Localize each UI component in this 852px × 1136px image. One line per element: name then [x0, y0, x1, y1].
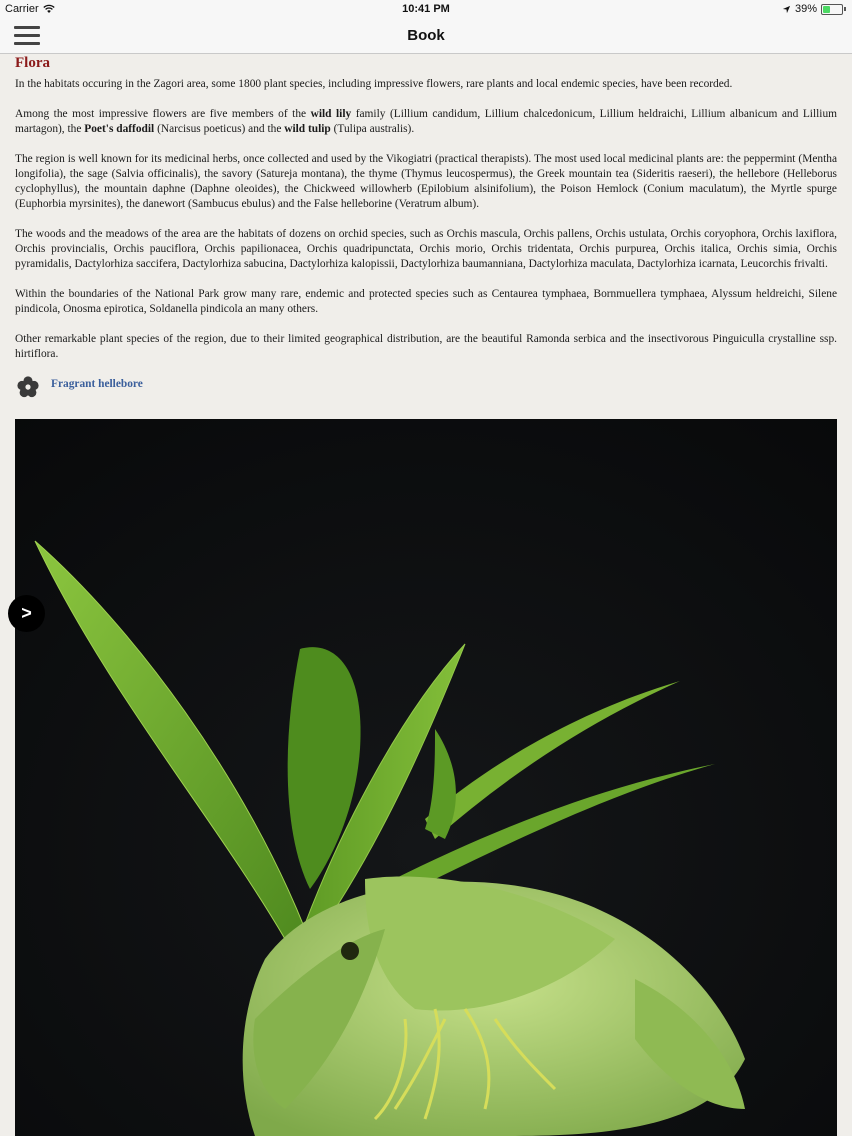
text-span: (Tulipa australis). — [330, 123, 415, 135]
battery-percent: 39% — [794, 3, 817, 15]
bold-poets-daffodil: Poet's daffodil — [84, 123, 155, 135]
text-span: Among the most impressive flowers are five members of the — [15, 108, 311, 120]
location-arrow-icon — [782, 5, 791, 14]
carrier-label: Carrier — [5, 3, 39, 15]
status-time: 10:41 PM — [402, 3, 450, 15]
battery-tip — [844, 7, 846, 11]
page-title: Flora — [15, 55, 50, 71]
flower-icon — [15, 374, 41, 400]
paragraph-flowers — [15, 107, 837, 137]
paragraph-remarkable-species: Other remarkable plant species of the region, due to their limited geographical distribution, are the beautiful Ramonda serbica and the insectivorous Pinguiculla crystalline ssp. hirtiflora. — [15, 333, 837, 360]
nav-bar — [0, 18, 852, 54]
battery-icon — [821, 4, 843, 15]
bold-wild-lily: wild lily — [310, 108, 352, 120]
status-bar — [0, 0, 852, 18]
paragraph-intro: In the habitats occuring in the Zagori area, some 1800 plant species, including impressive flowers, rare plants and local endemic species, have been recorded. — [15, 78, 733, 90]
article-content — [15, 55, 837, 400]
paragraph-medicinal-herbs: The region is well known for its medicinal herbs, once collected and used by the Vikogiatri (practical therapists). The most used local medicinal plants are: the peppermint (Mentha longifolia), the sage (Salvia officinalis), the savory (Satureja montana), the thyme (Thymus leucospermus), the Greek mountain tea (Sideritis raeseri), the hellebore (Helleborus cyclophyllus), the mountain daphne (Daphne oleoides), the Chickweed willowherb (Epilobium alsinifolium), the Poison Hemlock (Conium maculatum), the Myrtle spurge (Euphorbia myrsinites), the danewort (Sambucus ebulus) and the False helleborine (Veratrum album). — [15, 153, 837, 210]
status-right — [782, 3, 846, 15]
hellebore-illustration — [15, 419, 837, 1136]
bold-wild-tulip: wild tulip — [284, 123, 331, 135]
text-span: family (Lillium candidum, Lillium chalcedonicum, Lillium heldraichi, Lillium albanicum and Lillium martagon), the — [15, 108, 838, 135]
photo-caption-row — [15, 374, 837, 400]
photo-caption-link[interactable]: Fragrant hellebore — [51, 378, 143, 390]
battery-level-fill — [823, 6, 830, 13]
paragraph-rare-species: Within the boundaries of the National Park grow many rare, endemic and protected species such as Centaurea tymphaea, Bornmuellera tymphaea, Alyssum heldreichi, Silene pindicola, Onosma epirotica, Soldanella pindicola an many others. — [15, 288, 837, 315]
hellebore-photo — [15, 419, 837, 1136]
next-page-button[interactable]: > — [8, 595, 45, 632]
text-span: (Narcisus poeticus) and the — [154, 123, 285, 135]
paragraph-orchids: The woods and the meadows of the area are the habitats of dozens on orchid species, such as Orchis mascula, Orchis pallens, Orchis ustulata, Orchis coryophora, Orchis laxiflora, Orchis provincialis, Orchis pauciflora, Orchis papilionacea, Orchis quadripunctata, Orchis morio, Orchis tridentata, Orchis purpurea, Orchis italica, Orchis simia, Orchis pyramidalis, Dactylorhiza saccifera, Dactylorhiza sabucina, Dactylorhiza kalopissii, Dactylorhiza baumanniana, Dactylorhiza maculata, Dactylorhiza icarnata, Leucorchis frivalti. — [15, 228, 837, 270]
nav-title: Book — [407, 27, 445, 44]
